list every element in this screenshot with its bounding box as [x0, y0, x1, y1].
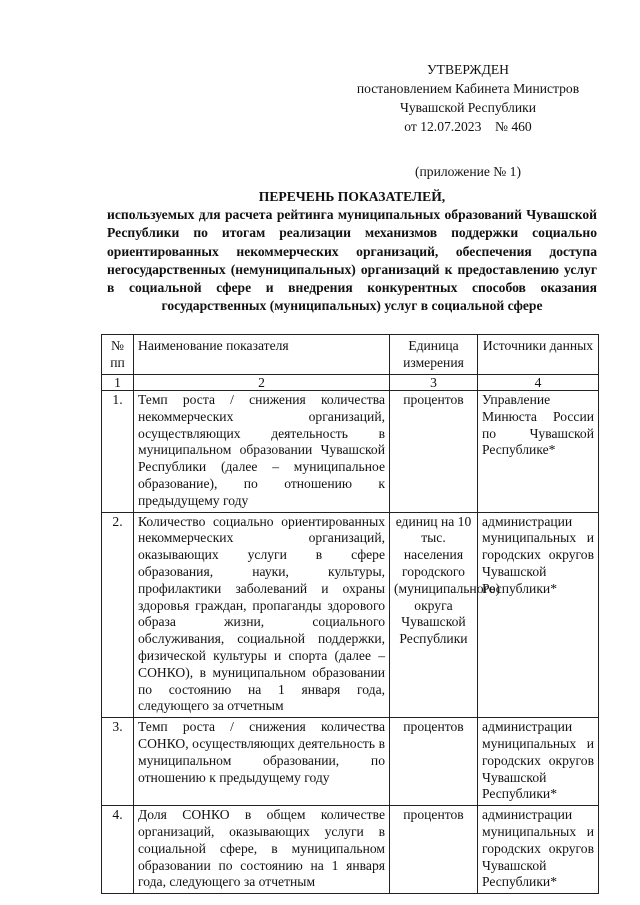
indicator-unit: единиц на 10 тыс. населения городского (муниципального) округа Чувашской Республики: [390, 512, 478, 718]
indicator-unit: процентов: [390, 806, 478, 894]
indicator-source: администрации муниципальных и городских округов Чувашской Республики*: [478, 806, 599, 894]
table-row: [102, 806, 599, 894]
header-unit: Единица измерения: [390, 335, 478, 375]
document-title: [107, 188, 597, 315]
approval-decree: постановлением Кабинета Министров: [356, 81, 580, 96]
row-number: 3.: [102, 718, 134, 806]
indicators-table: [101, 334, 599, 894]
row-number: 2.: [102, 512, 134, 718]
col-number-3: 3: [390, 375, 478, 391]
table-header-row: [102, 335, 599, 375]
indicator-name: Количество социально ориентированных некоммерческих организаций, оказывающих услуги в сфере образования, науки, культуры, профилактики заболеваний и охраны здоровья граждан, пропаганды здорового образа жизни, социального обслуживания, социальной поддержки, физической культуры и спорта (далее – СОНКО), в муниципальном образовании по состоянию на 1 января года, следующего за отчетным: [134, 512, 390, 718]
title-heading: ПЕРЕЧЕНЬ ПОКАЗАТЕЛЕЙ,: [258, 189, 446, 204]
indicator-unit: процентов: [390, 718, 478, 806]
header-indicator-name: Наименование показателя: [134, 335, 390, 375]
header-data-sources: Источники данных: [478, 335, 599, 375]
col-number-2: 2: [134, 375, 390, 391]
approval-status: УТВЕРЖДЕН: [427, 62, 509, 77]
row-number: 4.: [102, 806, 134, 894]
indicator-source: администрации муниципальных и городских округов Чувашской Республики*: [478, 512, 599, 718]
indicator-source: администрации муниципальных и городских округов Чувашской Республики*: [478, 718, 599, 806]
indicator-name: Темп роста / снижения количества СОНКО, осуществляющих деятельность в муниципальном образовании, по отношению к предыдущему году: [134, 718, 390, 806]
approval-block: [352, 60, 584, 181]
table-row: [102, 718, 599, 806]
col-number-4: 4: [478, 375, 599, 391]
approval-authority: Чувашской Республики: [400, 100, 536, 115]
title-subtitle: используемых для расчета рейтинга муниципальных образований Чувашской Республики по итогам реализации механизмов поддержки социально ориентированных некоммерческих организаций, обеспечения доступа негосударственных (немуниципальных) организаций к предоставлению услуг в социальной сфере и внедрения конкурентных способов оказания государственных (муниципальных) услуг в социальной сфере: [107, 207, 597, 314]
column-number-row: [102, 375, 599, 391]
indicator-unit: процентов: [390, 391, 478, 513]
col-number-1: 1: [102, 375, 134, 391]
table-row: [102, 391, 599, 513]
header-number: № пп: [102, 335, 134, 375]
indicator-name: Темп роста / снижения количества некоммерческих организаций, осуществляющих деятельность в муниципальном образовании Чувашской Республики (далее – муниципальное образование), по отношению к предыдущему году: [134, 391, 390, 513]
indicator-name: Доля СОНКО в общем количестве организаций, оказывающих услуги в социальной сфере, в муниципальном образовании по состоянию на 1 января года, следующего за отчетным: [134, 806, 390, 894]
row-number: 1.: [102, 391, 134, 513]
indicator-source: Управление Минюста России по Чувашской Республике*: [478, 391, 599, 513]
table-row: [102, 512, 599, 718]
approval-date-number: от 12.07.2023 № 460: [404, 119, 532, 134]
appendix-label: (приложение № 1): [414, 164, 522, 179]
